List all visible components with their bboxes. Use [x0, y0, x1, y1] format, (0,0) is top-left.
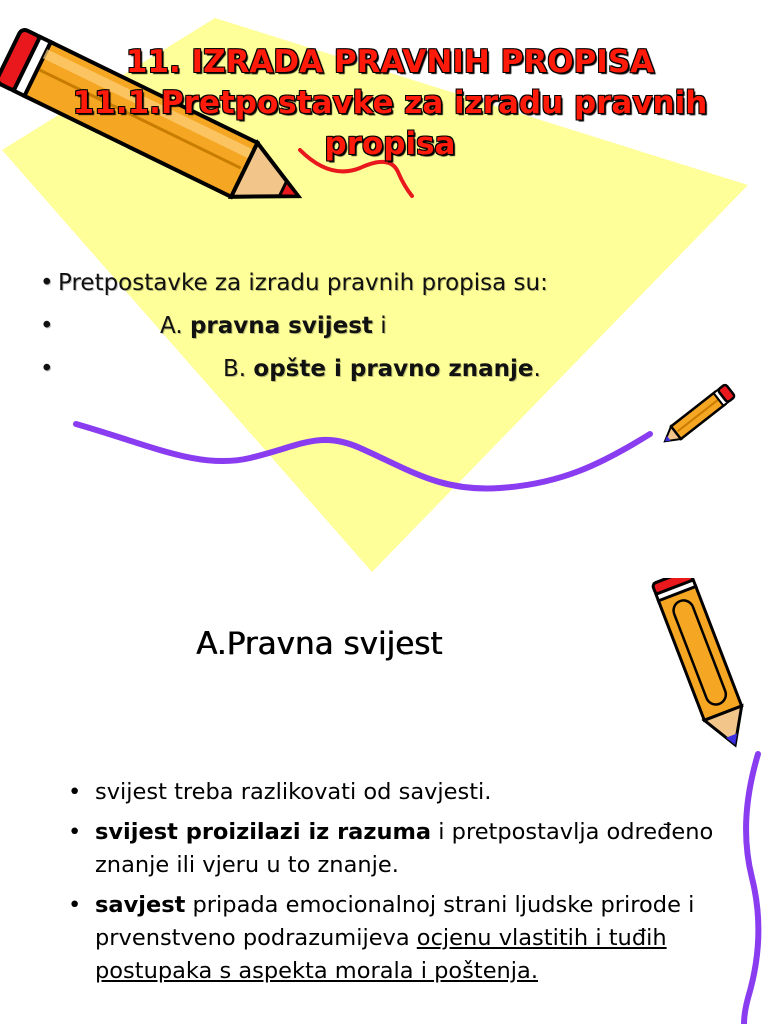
bullet-bold-text: opšte i pravno znanje — [253, 356, 534, 382]
title-line-1: 11. IZRADA PRAVNIH PROPISA — [125, 44, 655, 80]
pencil-vertical-icon — [652, 578, 754, 752]
bullet-dot: • — [40, 270, 54, 296]
list-item — [64, 816, 714, 882]
bullet-prefix: A. — [160, 313, 190, 339]
list-item-text: pripada emocionalnoj strani ljudske prirode i prvenstveno podrazumijeva — [95, 892, 695, 951]
list-item-underlined-text: ocjenu vlastitih i tuđih postupaka s aspekta morala i poštenja. — [95, 925, 667, 984]
slide-2 — [0, 578, 768, 1024]
list-item-text: i pretpostavlja određeno znanje ili vjeru u to znanje. — [95, 819, 714, 878]
bullet-suffix: . — [533, 356, 541, 382]
title-line-3: propisa — [324, 126, 456, 162]
bullet-bold-text: pravna svijest — [189, 313, 373, 339]
bullet-item — [40, 262, 730, 305]
slide-1-bullet-list — [40, 262, 730, 391]
slide-2-bullet-list — [64, 776, 714, 995]
slide-1-title — [40, 42, 740, 165]
bullet-dot: • — [68, 892, 82, 918]
list-item-bold-text: svijest proizilazi iz razuma — [95, 819, 432, 845]
slide-2-heading: A.Pravna svijest — [196, 626, 443, 662]
list-item-text: svijest treba razlikovati od savjesti. — [95, 779, 492, 805]
purple-wave-vertical — [744, 754, 758, 1024]
list-item — [64, 889, 714, 988]
list-item-bold-text: savjest — [95, 892, 186, 918]
bullet-item — [40, 348, 730, 391]
bullet-dot: • — [68, 779, 82, 805]
bullet-dot: • — [68, 819, 82, 845]
bullet-dot: • — [40, 313, 54, 339]
pencil-small-icon — [660, 384, 735, 448]
bullet-prefix: B. — [223, 356, 254, 382]
bullet-text: Pretpostavke za izradu pravnih propisa su: — [58, 270, 548, 296]
list-item — [64, 776, 714, 809]
title-line-2: 11.1.Pretpostavke za izradu pravnih — [72, 85, 708, 121]
bullet-item — [40, 305, 730, 348]
bullet-dot: • — [40, 356, 54, 382]
bullet-suffix: i — [372, 313, 387, 339]
